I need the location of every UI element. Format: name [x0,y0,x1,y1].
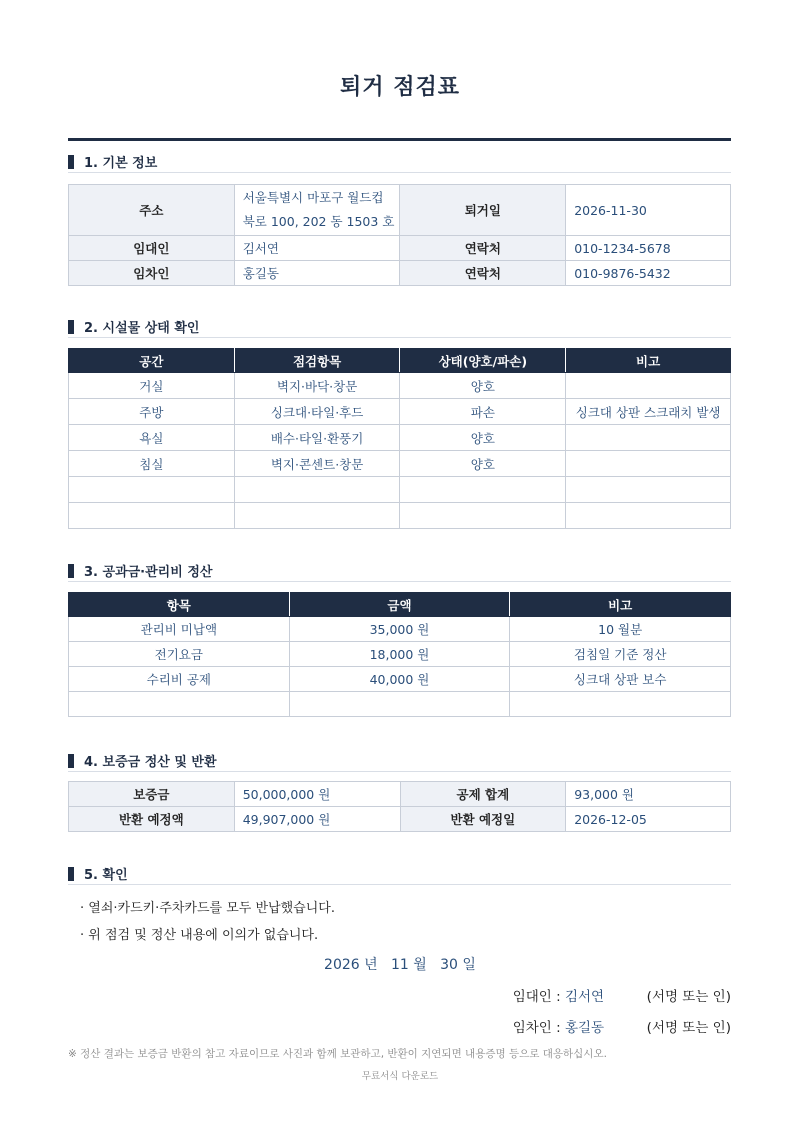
sign-date: 2026 년 11 월 30 일 [324,957,476,973]
table-cell [566,373,731,399]
section-facility-heading: 2. 시설물 상태 확인 [68,316,731,338]
landlord-signature-line: 임대인 : 김서연 (서명 또는 인) [512,989,731,1005]
confirm-line-agreement: · 위 점검 및 정산 내용에 이의가 없습니다. [80,928,319,943]
confirm-line-keys: · 열쇠·카드키·주차카드를 모두 반납했습니다. [80,901,335,916]
section-deposit-heading: 4. 보증금 정산 및 반환 [68,750,731,772]
column-header: 상태(양호/파손) [400,349,566,373]
section-marker [68,320,74,334]
landlord-contact-label: 연락처 [400,236,566,261]
deposit-table [68,781,731,832]
table-row [69,503,731,529]
table-row [69,477,731,503]
table-cell: 싱크대 상판 보수 [510,667,731,692]
table-cell: 침실 [69,451,235,477]
table-cell: 35,000 원 [289,617,510,642]
landlord-sign-name: 김서연 [564,989,605,1005]
moveout-date-label: 퇴거일 [400,185,566,236]
address-label: 주소 [69,185,235,236]
table-cell: 벽지·콘센트·창문 [234,451,400,477]
title-divider [68,138,731,141]
table-cell [566,451,731,477]
table-cell [566,503,731,529]
tenant-sign-name: 홍길동 [564,1020,605,1036]
table-cell: 싱크대·타일·후드 [234,399,400,425]
table-cell [289,692,510,717]
table-cell: 벽지·바닥·창문 [234,373,400,399]
address-value: 서울특별시 마포구 월드컵 북로 100, 202 동 1503 호 [234,185,400,236]
table-cell [234,503,400,529]
table-cell [69,477,235,503]
section-confirm-heading: 5. 확인 [68,863,731,885]
table-cell [69,692,290,717]
section-marker [68,867,74,881]
tenant-contact-value: 010-9876-5432 [566,261,731,286]
table-cell: 18,000 원 [289,642,510,667]
table-row [69,425,731,451]
table-cell [400,477,566,503]
table-cell: 파손 [400,399,566,425]
table-cell: 수리비 공제 [69,667,290,692]
table-row [69,373,731,399]
table-cell [400,503,566,529]
table-cell [69,503,235,529]
table-cell [566,425,731,451]
table-cell: 관리비 미납액 [69,617,290,642]
column-header: 항목 [69,593,290,617]
table-row [69,451,731,477]
refund-amount-label: 반환 예정액 [69,807,235,832]
table-cell [566,477,731,503]
basic-info-table [68,184,731,286]
section-marker [68,564,74,578]
section-marker [68,754,74,768]
document-title: 퇴거 점검표 [340,75,460,100]
tenant-value: 홍길동 [234,261,400,286]
moveout-date-value: 2026-11-30 [566,185,731,236]
footer-text: 무료서식 다운로드 [361,1071,439,1082]
section-marker [68,155,74,169]
refund-date-label: 반환 예정일 [400,807,566,832]
signature-hint: (서명 또는 인) [646,1020,731,1036]
table-cell: 양호 [400,451,566,477]
table-cell: 주방 [69,399,235,425]
tenant-label: 임차인 [69,261,235,286]
table-cell: 배수·타일·환풍기 [234,425,400,451]
section-basic-heading: 1. 기본 정보 [68,151,731,173]
refund-amount-value: 49,907,000 원 [234,807,400,832]
landlord-contact-value: 010-1234-5678 [566,236,731,261]
table-cell [234,477,400,503]
deduction-total-label: 공제 합계 [400,782,566,807]
tenant-signature-line: 임차인 : 홍길동 (서명 또는 인) [512,1020,731,1036]
tenant-contact-label: 연락처 [400,261,566,286]
footnote: ※ 정산 결과는 보증금 반환의 참고 자료이므로 사진과 함께 보관하고, 반환이 지연되면 내용증명 등으로 대응하십시오. [68,1048,607,1060]
table-cell: 욕실 [69,425,235,451]
table-row [69,399,731,425]
deposit-label: 보증금 [69,782,235,807]
landlord-value: 김서연 [234,236,400,261]
deduction-total-value: 93,000 원 [566,782,731,807]
table-row [69,692,731,717]
table-cell: 전기요금 [69,642,290,667]
table-cell: 검침일 기준 정산 [510,642,731,667]
column-header: 비고 [510,593,731,617]
table-cell: 싱크대 상판 스크래치 발생 [566,399,731,425]
facility-table [68,348,731,529]
column-header: 공간 [69,349,235,373]
section-utilities-heading: 3. 공과금·관리비 정산 [68,560,731,582]
deposit-value: 50,000,000 원 [234,782,400,807]
column-header: 금액 [289,593,510,617]
table-cell: 양호 [400,373,566,399]
utilities-table [68,592,731,717]
table-cell [510,692,731,717]
table-cell: 40,000 원 [289,667,510,692]
table-cell: 10 월분 [510,617,731,642]
table-cell: 양호 [400,425,566,451]
table-row [69,617,731,642]
table-cell: 거실 [69,373,235,399]
column-header: 점검항목 [234,349,400,373]
signature-hint: (서명 또는 인) [646,989,731,1005]
table-row [69,642,731,667]
table-row [69,667,731,692]
column-header: 비고 [566,349,731,373]
refund-date-value: 2026-12-05 [566,807,731,832]
landlord-label: 임대인 [69,236,235,261]
